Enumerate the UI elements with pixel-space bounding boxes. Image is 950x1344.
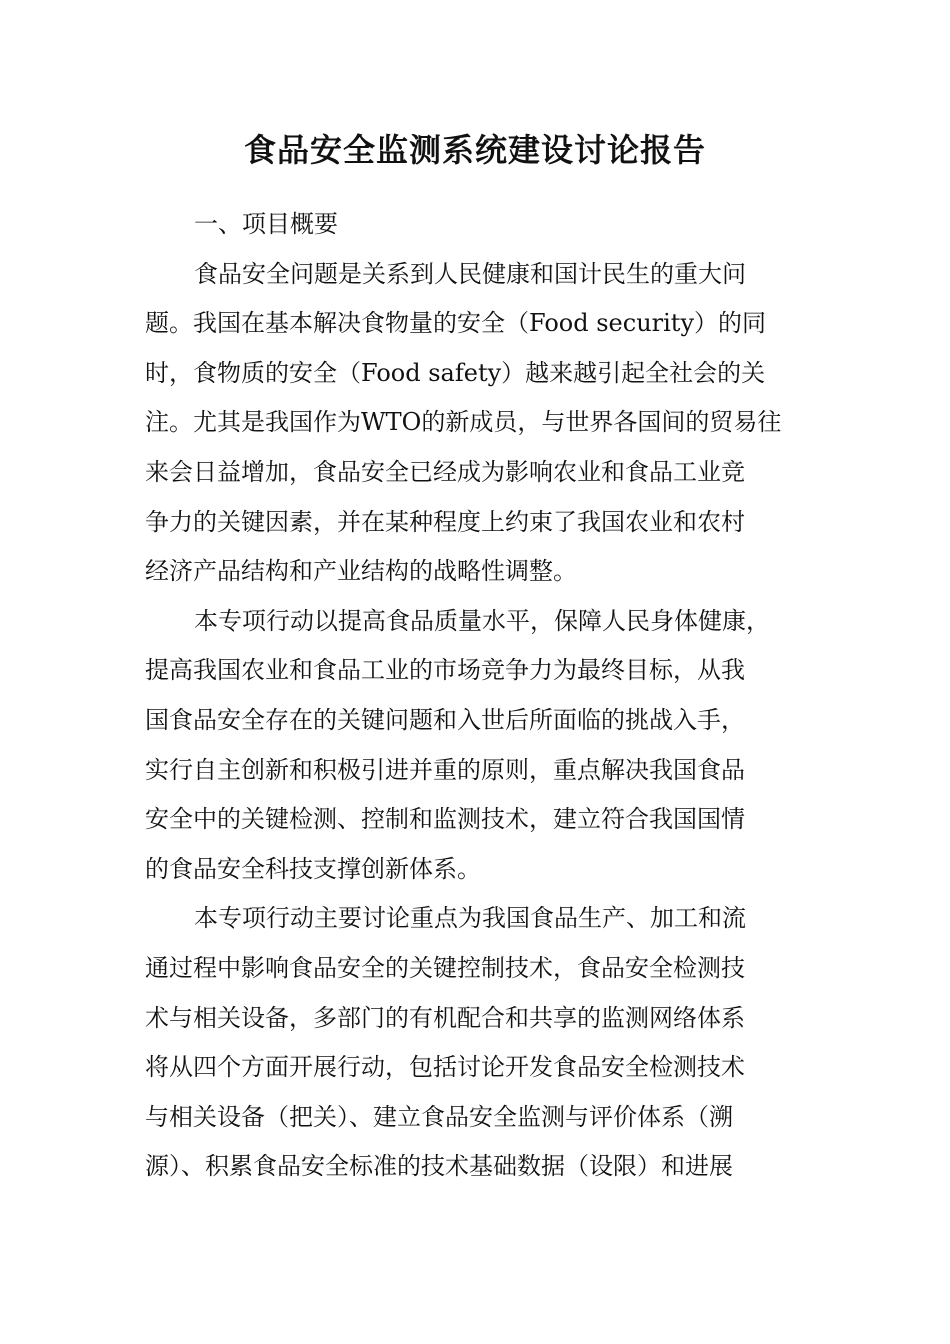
paragraph-line: 国食品安全存在的关键问题和入世后所面临的挑战入手， — [145, 705, 745, 734]
paragraph-line: 提高我国农业和食品工业的市场竞争力为最终目标，从我 — [145, 656, 745, 685]
paragraph-line: 实行自主创新和积极引进并重的原则，重点解决我国食品 — [145, 755, 745, 784]
paragraph-line: 通过程中影响食品安全的关键控制技术，食品安全检测技 — [145, 953, 745, 982]
paragraph-line: 安全中的关键检测、控制和监测技术，建立符合我国国情 — [145, 805, 745, 834]
paragraph-line: 与相关设备（把关）、建立食品安全监测与评价体系（溯 — [145, 1102, 733, 1131]
paragraph-line: 本专项行动以提高食品质量水平，保障人民身体健康， — [194, 606, 770, 635]
paragraph-line: 术与相关设备，多部门的有机配合和共享的监测网络体系 — [145, 1003, 745, 1032]
paragraph-line: 题。我国在基本解决食物量的安全（Food security）的同 — [145, 309, 766, 338]
paragraph-line: 将从四个方面开展行动，包括讨论开发食品安全检测技术 — [145, 1053, 745, 1082]
paragraph-line: 本专项行动主要讨论重点为我国食品生产、加工和流 — [194, 904, 746, 933]
paragraph-line: 经济产品结构和产业结构的战略性调整。 — [145, 557, 577, 586]
paragraph-line: 食品安全问题是关系到人民健康和国计民生的重大问 — [194, 259, 746, 288]
paragraph-line: 的食品安全科技支撑创新体系。 — [145, 854, 481, 883]
paragraph-line: 争力的关键因素，并在某种程度上约束了我国农业和农村 — [145, 507, 745, 536]
paragraph-line: 时，食物质的安全（Food safety）越来越引起全社会的关 — [145, 358, 766, 387]
paragraph-line: 来会日益增加，食品安全已经成为影响农业和食品工业竞 — [145, 457, 745, 486]
section-heading: 一、项目概要 — [194, 210, 338, 238]
document-body — [145, 200, 810, 1192]
paragraph-line: 源）、积累食品安全标准的技术基础数据（设限）和进展 — [145, 1152, 733, 1181]
document-title: 食品安全监测系统建设讨论报告 — [243, 131, 706, 169]
paragraph-line: 注。尤其是我国作为WTO的新成员，与世界各国间的贸易往 — [145, 408, 782, 437]
